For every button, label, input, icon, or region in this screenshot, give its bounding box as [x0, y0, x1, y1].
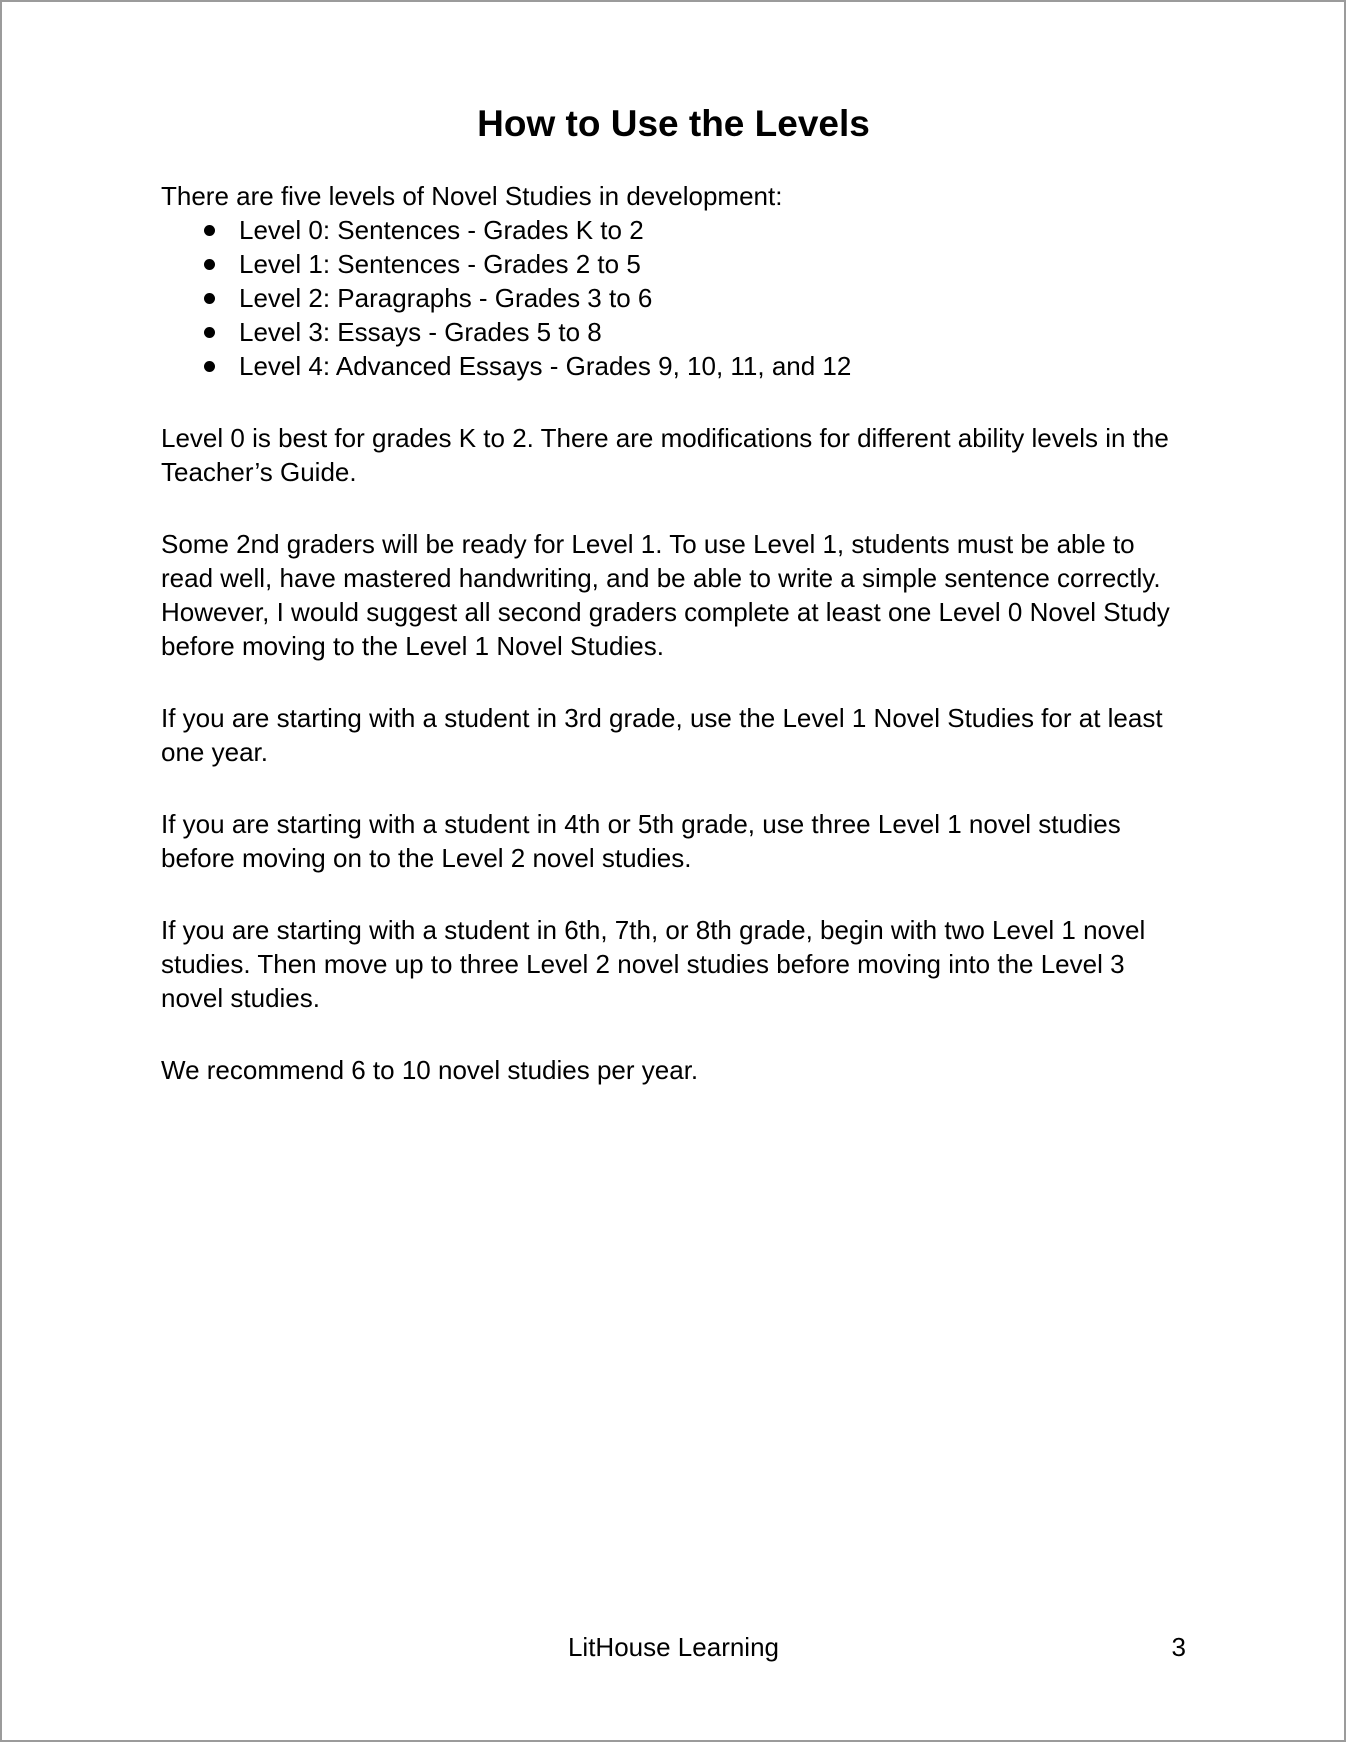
body-paragraph: If you are starting with a student in 4th or 5th grade, use three Level 1 novel studies before moving on to the Level 2 novel studies. — [161, 809, 1121, 873]
bullet-icon — [204, 327, 215, 338]
list-item — [161, 247, 1186, 281]
list-item-label: Level 2: Paragraphs - Grades 3 to 6 — [239, 283, 653, 313]
body-paragraph: Level 0 is best for grades K to 2. There are modifications for different ability levels in the Teacher’s Guide. — [161, 423, 1169, 487]
list-item — [161, 349, 1186, 383]
page-number: 3 — [1171, 1632, 1186, 1662]
body-paragraph: We recommend 6 to 10 novel studies per year. — [161, 1055, 699, 1085]
list-item — [161, 281, 1186, 315]
footer-text: LitHouse Learning — [567, 1632, 780, 1662]
list-item-label: Level 3: Essays - Grades 5 to 8 — [239, 317, 602, 347]
list-item-label: Level 0: Sentences - Grades K to 2 — [239, 215, 644, 245]
page-footer — [161, 1630, 1186, 1664]
body-paragraph: If you are starting with a student in 3rd grade, use the Level 1 Novel Studies for at least one year. — [161, 703, 1163, 767]
page-content — [2, 2, 1344, 1087]
intro-paragraph: There are five levels of Novel Studies in development: — [161, 181, 783, 211]
bullet-icon — [204, 259, 215, 270]
list-item-label: Level 1: Sentences - Grades 2 to 5 — [239, 249, 641, 279]
body-paragraph: If you are starting with a student in 6th, 7th, or 8th grade, begin with two Level 1 novel studies. Then move up to three Level 2 novel studies before moving into the Level 3 novel studies. — [161, 915, 1146, 1013]
bullet-icon — [204, 293, 215, 304]
list-item — [161, 315, 1186, 349]
page-title: How to Use the Levels — [477, 103, 870, 144]
bullet-icon — [204, 225, 215, 236]
list-item-label: Level 4: Advanced Essays - Grades 9, 10, 11, and 12 — [239, 351, 852, 381]
bullet-icon — [204, 361, 215, 372]
levels-list — [161, 213, 1186, 383]
body-paragraph: Some 2nd graders will be ready for Level 1. To use Level 1, students must be able to read well, have mastered handwriting, and be able to write a simple sentence correctly. However, I would suggest all second graders complete at least one Level 0 Novel Study before moving to the Level 1 Novel Studies. — [161, 529, 1170, 661]
list-item — [161, 213, 1186, 247]
